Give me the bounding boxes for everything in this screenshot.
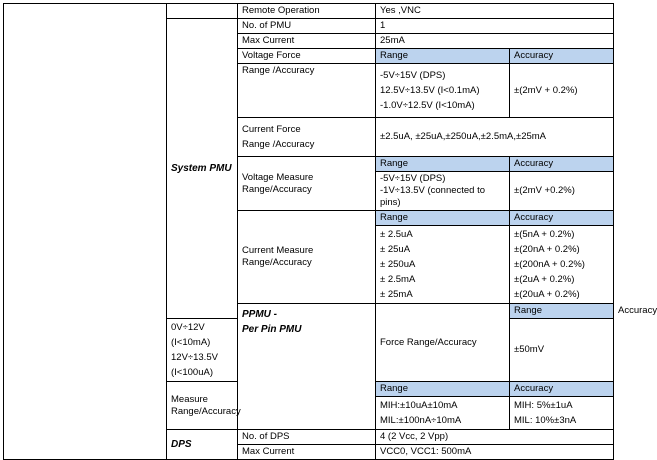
num-dps-label: No. of DPS	[238, 430, 376, 445]
num-dps-value: 4 (2 Vcc, 2 Vpp)	[376, 430, 614, 445]
voltage-force-sublabel: Range /Accuracy	[238, 64, 376, 118]
accuracy-value: ±(2uA + 0.2%)	[514, 274, 575, 285]
accuracy-value: ±(5nA + 0.2%)	[514, 229, 575, 240]
ppmu-category-line2: Per Pin PMU	[242, 324, 302, 335]
num-pmu-label: No. of PMU	[238, 19, 376, 34]
current-force-label-cell	[238, 118, 376, 157]
range-value: -1.0V÷12.5V (I<10mA)	[380, 100, 475, 111]
remote-operation-value: Yes ,VNC	[376, 4, 614, 19]
max-current-value: 25mA	[376, 34, 614, 49]
dps-max-current-value: VCC0, VCC1: 500mA	[376, 445, 614, 460]
range-value: MIL:±100nA÷10mA	[380, 415, 462, 426]
left-blank-column	[4, 4, 167, 460]
ppmu-category	[238, 304, 376, 430]
category-cell-blank	[167, 4, 238, 19]
dps-category: DPS	[167, 430, 238, 460]
range-header: Range	[376, 49, 510, 64]
current-force-sublabel: Range /Accuracy	[242, 139, 315, 150]
range-value: 0V÷12V (I<10mA)	[171, 322, 211, 348]
voltage-force-label: Voltage Force	[238, 49, 376, 64]
accuracy-value: MIL: 10%±3nA	[514, 415, 577, 426]
remote-operation-label: Remote Operation	[238, 4, 376, 19]
voltage-force-accuracy: ±(2mV + 0.2%)	[510, 64, 614, 118]
ppmu-force-ranges	[167, 319, 238, 382]
range-header: Range	[376, 157, 510, 172]
current-force-label: Current Force	[242, 124, 301, 135]
ppmu-measure-ranges	[376, 397, 510, 430]
range-value: ± 25uA	[380, 244, 411, 255]
specification-table	[3, 3, 657, 460]
voltage-measure-ranges	[376, 172, 510, 211]
accuracy-value: MIH: 5%±1uA	[514, 400, 573, 411]
voltage-measure-accuracy: ±(2mV +0.2%)	[510, 172, 614, 211]
range-value: 12.5V÷13.5V (I<0.1mA)	[380, 85, 480, 96]
accuracy-header: Accuracy	[510, 157, 614, 172]
current-measure-accuracies	[510, 226, 614, 304]
ppmu-force-accuracy: ±50mV	[510, 319, 614, 382]
dps-max-current-label: Max Current	[238, 445, 376, 460]
max-current-label: Max Current	[238, 34, 376, 49]
accuracy-header: Accuracy	[510, 49, 614, 64]
table-row	[4, 4, 614, 19]
system-pmu-category: System PMU	[167, 19, 238, 319]
accuracy-value: ±(200nA + 0.2%)	[514, 259, 585, 270]
accuracy-header: Accuracy	[510, 382, 614, 397]
range-value: 12V÷13.5V (I<100uA)	[171, 352, 218, 378]
range-value: ± 250uA	[380, 259, 416, 270]
range-value: -5V÷15V (DPS)	[380, 70, 446, 81]
accuracy-header: Accuracy	[510, 211, 614, 226]
range-value: ± 2.5mA	[380, 274, 416, 285]
range-value: -1V÷13.5V (connected to pins)	[380, 185, 486, 208]
voltage-force-ranges	[376, 64, 510, 118]
current-measure-ranges	[376, 226, 510, 304]
range-header: Range	[376, 382, 510, 397]
ppmu-category-line1: PPMU -	[242, 309, 277, 320]
accuracy-value: ±(20nA + 0.2%)	[514, 244, 580, 255]
range-value: -5V÷15V (DPS)	[380, 173, 446, 184]
range-value: MIH:±10uA±10mA	[380, 400, 458, 411]
ppmu-measure-label: Measure Range/Accuracy	[167, 382, 238, 430]
range-value: ± 25mA	[380, 289, 413, 300]
voltage-measure-label: Voltage Measure Range/Accuracy	[238, 157, 376, 211]
table-row: PPMU - Per Pin PMU Force Range/Accuracy Range Accuracy	[4, 304, 614, 319]
range-header: Range	[376, 211, 510, 226]
range-header: Range	[510, 304, 614, 319]
range-value: ± 2.5uA	[380, 229, 413, 240]
accuracy-value: ±(20uA + 0.2%)	[514, 289, 580, 300]
num-pmu-value: 1	[376, 19, 614, 34]
ppmu-measure-accuracies	[510, 397, 614, 430]
current-force-value: ±2.5uA, ±25uA,±250uA,±2.5mA,±25mA	[376, 118, 614, 157]
current-measure-label: Current Measure Range/Accuracy	[238, 211, 376, 304]
ppmu-force-label: Force Range/Accuracy	[376, 304, 510, 382]
